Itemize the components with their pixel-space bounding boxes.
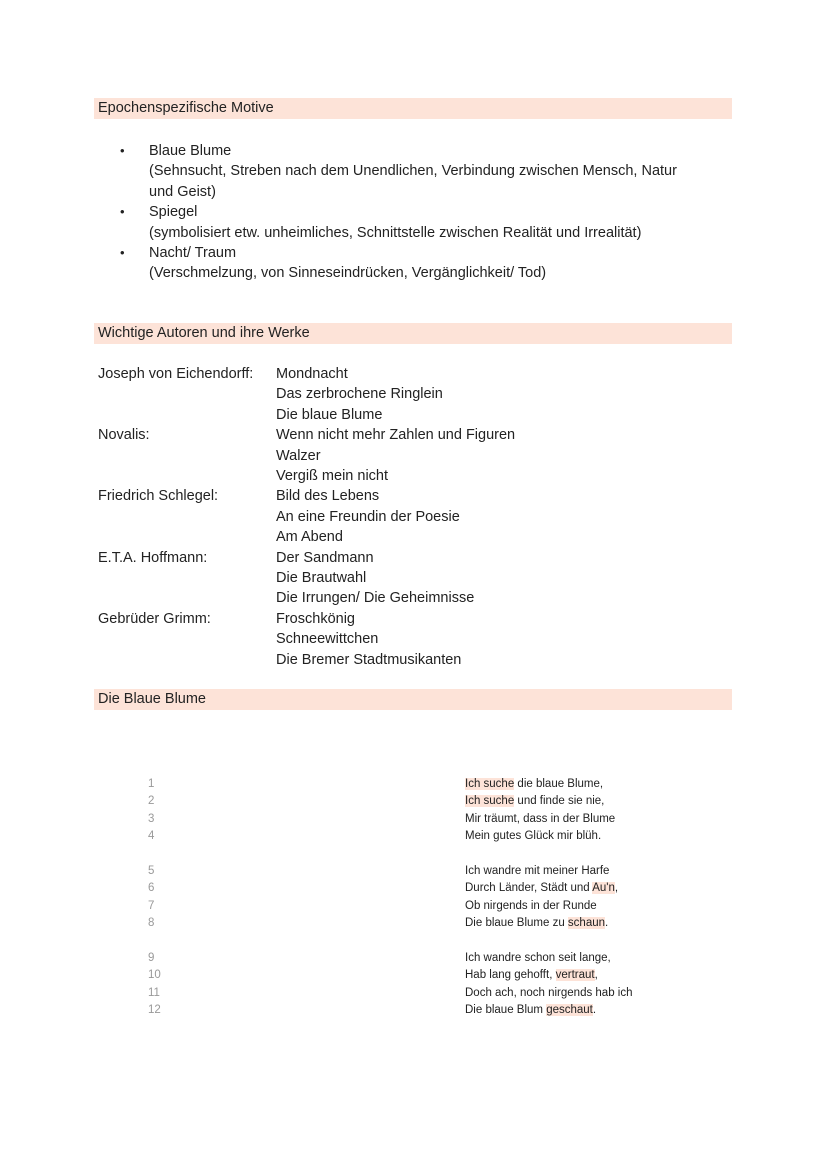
works-list xyxy=(276,486,460,547)
line-text xyxy=(465,811,615,828)
motive-description: (Sehnsucht, Streben nach dem Unendlichen, Verbindung zwischen Mensch, Natur xyxy=(149,163,677,180)
line-text-pre: Hab lang gehofft, xyxy=(465,969,556,982)
section-heading-authors: Wichtige Autoren und ihre Werke xyxy=(94,323,732,344)
highlighted-text: schaun xyxy=(567,917,606,930)
motive-title: Spiegel xyxy=(149,204,198,221)
line-text xyxy=(465,880,618,897)
poem-line xyxy=(0,863,828,880)
line-text xyxy=(465,776,603,793)
line-text xyxy=(465,915,608,932)
work-title: Bild des Lebens xyxy=(276,488,380,505)
section-heading-motive: Epochenspezifische Motive xyxy=(94,98,732,119)
poem-line xyxy=(0,950,828,967)
bullet-dot-icon: • xyxy=(120,143,125,158)
line-text xyxy=(465,898,597,915)
works-list xyxy=(276,548,474,609)
motive-description: (symbolisiert etw. unheimliches, Schnittstelle zwischen Realität und Irrealität) xyxy=(149,224,642,241)
author-row xyxy=(98,486,515,547)
line-text-pre: Ob nirgends in der Runde xyxy=(465,899,597,912)
author-row xyxy=(98,425,515,486)
line-number: 10 xyxy=(148,969,161,982)
highlighted-text: Ich suche xyxy=(465,778,515,790)
highlighted-text: vertraut xyxy=(555,969,595,982)
motive-title: Nacht/ Traum xyxy=(149,245,237,262)
highlighted-text: Ich suche xyxy=(465,795,515,808)
line-text xyxy=(465,828,601,845)
motive-title: Blaue Blume xyxy=(149,143,232,159)
work-title: Das zerbrochene Ringlein xyxy=(276,386,443,403)
work-title: Walzer xyxy=(276,447,321,464)
author-row xyxy=(98,364,515,425)
author-name: E.T.A. Hoffmann: xyxy=(98,549,208,566)
line-number: 2 xyxy=(148,795,155,808)
poem-stanza xyxy=(0,863,828,933)
work-title: Die Brautwahl xyxy=(276,570,367,587)
line-text xyxy=(465,793,604,810)
author-row xyxy=(98,548,515,609)
poem-stanza xyxy=(0,950,828,1020)
work-title: Wenn nicht mehr Zahlen und Figuren xyxy=(276,427,516,444)
line-number: 4 xyxy=(148,830,155,843)
motive-description: (Verschmelzung, von Sinneseindrücken, Vergänglichkeit/ Tod) xyxy=(149,265,547,282)
line-text xyxy=(465,863,609,880)
poem-line xyxy=(0,828,828,845)
line-text xyxy=(465,1002,596,1019)
work-title: Die Irrungen/ Die Geheimnisse xyxy=(276,590,475,607)
author-name: Joseph von Eichendorff: xyxy=(98,366,254,382)
highlighted-text: geschaut xyxy=(546,1004,593,1017)
list-item xyxy=(120,141,677,202)
line-number: 9 xyxy=(148,951,155,964)
line-text xyxy=(465,950,611,967)
line-text-pre: Durch Länder, Städt und xyxy=(465,882,593,895)
line-text-pre: Ich wandre mit meiner Harfe xyxy=(465,864,610,877)
section-heading-poem: Die Blaue Blume xyxy=(94,689,732,710)
authors-table xyxy=(98,364,515,670)
work-title: Mondnacht xyxy=(276,366,348,382)
motive-list xyxy=(120,141,677,284)
line-number: 3 xyxy=(148,812,155,825)
poem-stanza xyxy=(0,776,828,846)
poem-line xyxy=(0,793,828,810)
line-number: 8 xyxy=(148,917,155,930)
poem-line xyxy=(0,811,828,828)
line-text-post: . xyxy=(605,917,609,930)
line-number: 1 xyxy=(148,778,155,790)
line-text xyxy=(465,985,633,1002)
poem-line xyxy=(0,915,828,932)
work-title: Die blaue Blume xyxy=(276,406,383,423)
work-title: Froschkönig xyxy=(276,610,355,627)
poem-line xyxy=(0,985,828,1002)
line-text-post: und finde sie nie, xyxy=(514,795,605,808)
line-number: 5 xyxy=(148,864,155,877)
line-text-pre: Die blaue Blume zu xyxy=(465,917,568,930)
poem-line xyxy=(0,898,828,915)
work-title: Vergiß mein nicht xyxy=(276,468,389,485)
poem-line xyxy=(0,1002,828,1019)
line-number: 12 xyxy=(148,1004,161,1017)
works-list xyxy=(276,364,443,425)
poem-line xyxy=(0,880,828,897)
author-row xyxy=(98,609,515,670)
work-title: An eine Freundin der Poesie xyxy=(276,508,460,525)
line-text-pre: Doch ach, noch nirgends hab ich xyxy=(465,986,633,999)
work-title: Die Bremer Stadtmusikanten xyxy=(276,651,462,668)
line-text-post: die blaue Blume, xyxy=(514,778,604,790)
line-number: 6 xyxy=(148,882,155,895)
line-number: 7 xyxy=(148,899,155,912)
line-text-post: , xyxy=(614,882,619,895)
line-text-post: . xyxy=(592,1004,597,1017)
bullet-dot-icon: • xyxy=(120,204,125,220)
highlighted-text: Au'n xyxy=(592,882,615,895)
works-list xyxy=(276,609,461,670)
line-text-pre: Mein gutes Glück mir blüh. xyxy=(465,830,602,843)
motive-description: und Geist) xyxy=(149,183,216,200)
poem-line xyxy=(0,967,828,984)
line-text xyxy=(465,967,598,984)
work-title: Am Abend xyxy=(276,529,343,546)
line-text-pre: Mir träumt, dass in der Blume xyxy=(465,812,616,825)
works-list xyxy=(276,425,515,486)
poem xyxy=(0,776,828,1037)
work-title: Schneewittchen xyxy=(276,631,379,648)
line-text-post: , xyxy=(594,969,598,982)
list-item xyxy=(120,202,677,243)
poem-line xyxy=(0,776,828,793)
bullet-dot-icon: • xyxy=(120,245,125,261)
list-item xyxy=(120,243,677,284)
line-number: 11 xyxy=(148,986,160,999)
author-name: Gebrüder Grimm: xyxy=(98,610,211,627)
line-text-pre: Ich wandre schon seit lange, xyxy=(465,951,611,964)
author-name: Friedrich Schlegel: xyxy=(98,488,219,505)
line-text-pre: Die blaue Blum xyxy=(465,1004,547,1017)
work-title: Der Sandmann xyxy=(276,549,374,566)
author-name: Novalis: xyxy=(98,427,150,444)
